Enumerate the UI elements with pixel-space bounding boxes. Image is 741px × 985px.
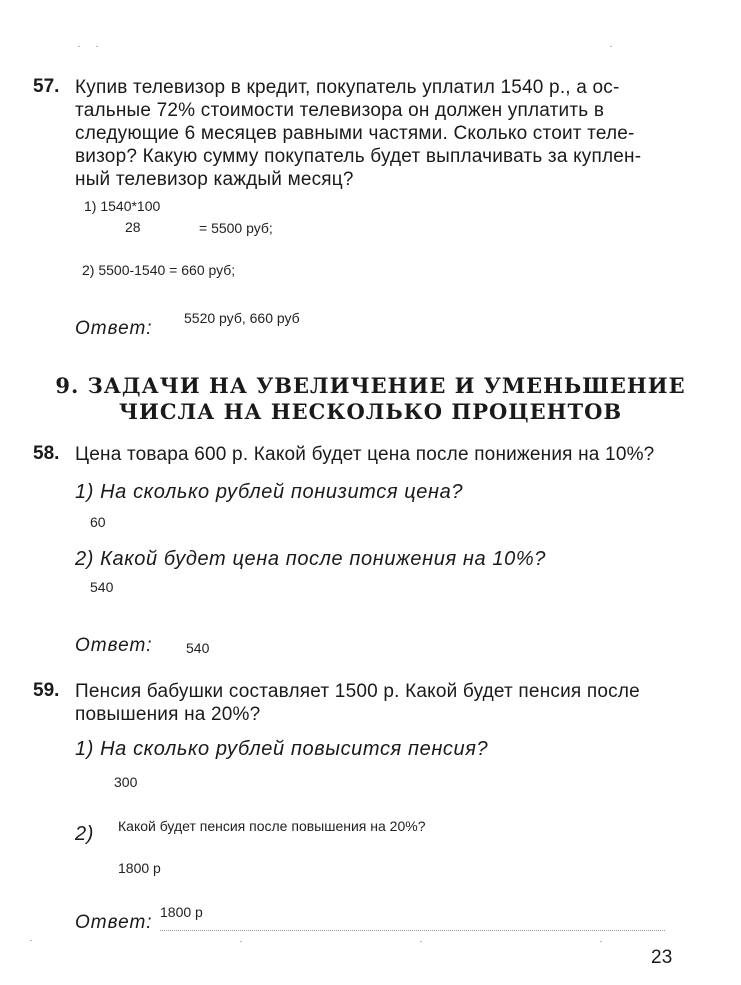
task-57-answer-value: 5520 руб, 660 руб — [184, 310, 300, 326]
task-58-question-2: 2) Какой будет цена после понижения на 10%? — [75, 548, 546, 570]
scan-speck — [420, 941, 422, 942]
task-59-question-2: Какой будет пенсия после повышения на 20%? — [118, 818, 426, 834]
task-59-number: 59. — [33, 680, 60, 701]
task-59-line-1: Пенсия бабушки составляет 1500 р. Какой будет пенсия после — [75, 681, 640, 702]
task-57-number: 57. — [33, 76, 60, 97]
scan-speck — [240, 941, 242, 942]
task-59-question-2-number: 2) — [75, 823, 94, 845]
task-59-answer-label: Ответ: — [75, 912, 153, 933]
answer-dotted-line — [160, 930, 665, 931]
scan-speck — [96, 46, 98, 47]
task-57-line-2: тальные 72% стоимости телевизора он должен уплатить в — [75, 100, 605, 121]
task-57-step-1-denominator: 28 — [125, 219, 141, 235]
task-58-number: 58. — [33, 443, 60, 464]
task-59-answer-value: 1800 р — [160, 904, 203, 920]
task-57-step-1-result: = 5500 руб; — [199, 220, 273, 236]
task-57-step-2: 2) 5500-1540 = 660 руб; — [82, 262, 236, 278]
scan-speck — [610, 46, 612, 47]
task-59-question-1: 1) На сколько рублей повысится пенсия? — [75, 738, 489, 760]
task-58-text: Цена товара 600 р. Какой будет цена после понижения на 10%? — [75, 444, 655, 465]
page-number: 23 — [651, 947, 673, 968]
task-57-line-5: ный телевизор каждый месяц? — [75, 169, 354, 190]
task-58-answer-1: 60 — [90, 514, 106, 530]
task-59-answer-1: 300 — [114, 774, 138, 790]
scan-speck — [78, 46, 80, 47]
section-heading-line-1: 9. ЗАДАЧИ НА УВЕЛИЧЕНИЕ И УМЕНЬШЕНИЕ — [55, 373, 686, 398]
task-57-answer-label: Ответ: — [75, 318, 153, 339]
task-57-step-1: 1) 1540*100 — [84, 198, 161, 214]
task-59-line-2: повышения на 20%? — [75, 704, 261, 725]
task-57-line-1: Купив телевизор в кредит, покупатель уплатил 1540 р., а ос- — [75, 77, 620, 98]
section-heading-line-2: ЧИСЛА НА НЕСКОЛЬКО ПРОЦЕНТОВ — [118, 399, 623, 424]
task-57-line-3: следующие 6 месяцев равными частями. Сколько стоит теле- — [75, 123, 635, 144]
task-58-question-1: 1) На сколько рублей понизится цена? — [75, 481, 464, 503]
task-58-answer-label: Ответ: — [75, 635, 153, 656]
scan-speck — [600, 941, 602, 942]
task-58-answer-value: 540 — [186, 640, 210, 656]
task-58-answer-2: 540 — [90, 579, 114, 595]
task-59-answer-2: 1800 р — [118, 860, 161, 876]
scan-speck — [30, 940, 32, 941]
task-57-line-4: визор? Какую сумму покупатель будет выплачивать за куплен- — [75, 146, 642, 167]
